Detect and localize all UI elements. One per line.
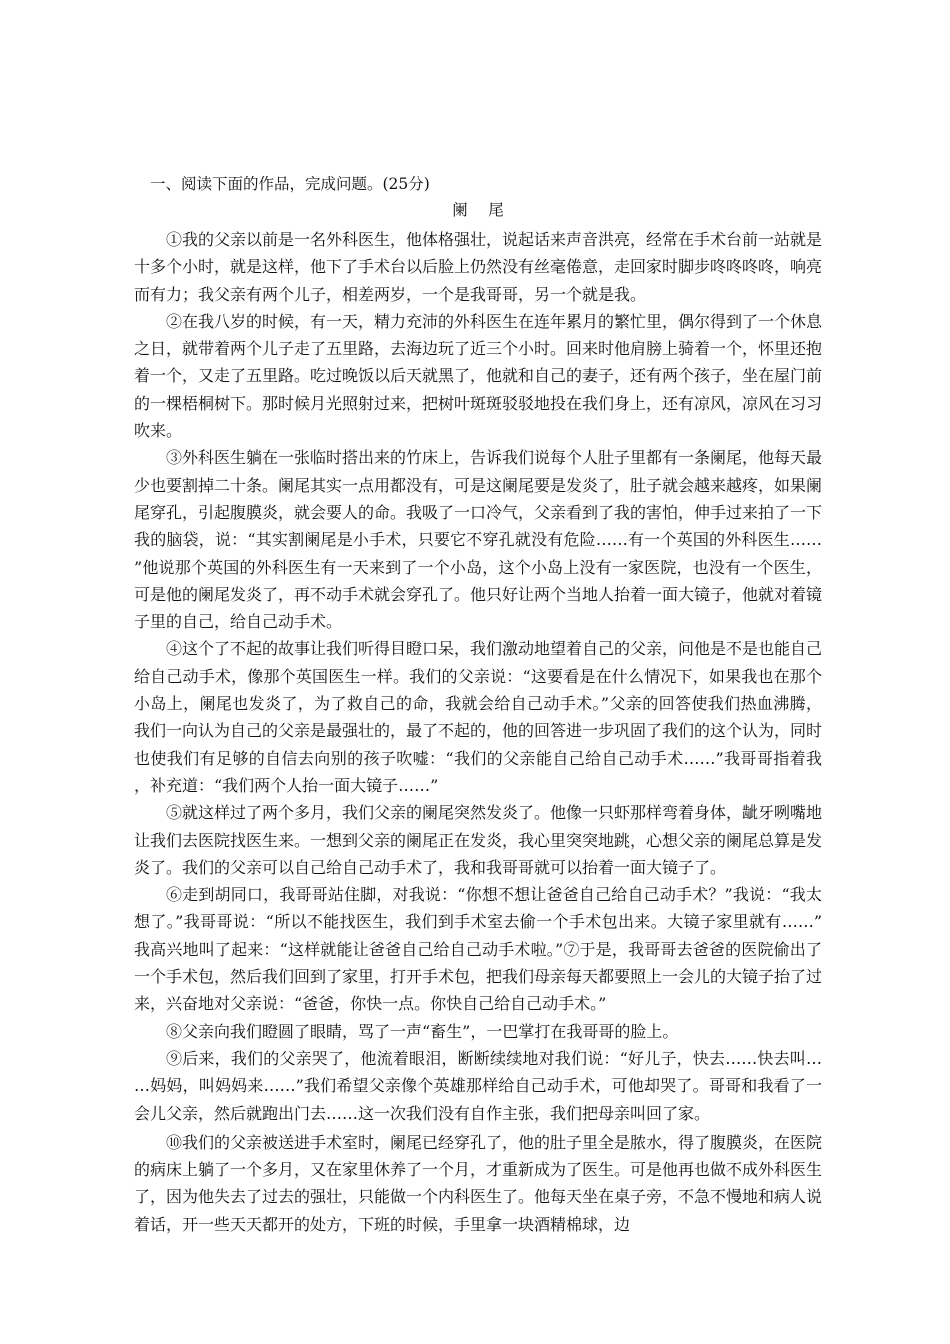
paragraph-5: ⑤就这样过了两个多月，我们父亲的阑尾突然发炎了。他像一只虾那样弯着身体，龇牙咧嘴地让我们去医院找医生来。一想到父亲的阑尾正在发炎，我心里突突地跳，心想父亲的阑尾总算是发炎了。我们的父亲可以自己给自己动手术了，我和我哥哥就可以抬着一面大镜子了。 bbox=[134, 803, 823, 877]
paragraph-2: ②在我八岁的时候，有一天，精力充沛的外科医生在连年累月的繁忙里，偶尔得到了一个休息之日，就带着两个儿子走了五里路，去海边玩了近三个小时。回来时他肩膀上骑着一个，怀里还抱着一个，又走了五里路。吃过晚饭以后天就黑了，他就和自己的妻子，还有两个孩子，坐在屋门前的一棵梧桐树下。那时候月光照射过来，把树叶斑斑驳驳地投在我们身上，还有凉风，凉风在习习吹来。 bbox=[134, 311, 823, 441]
paragraph-3: ③外科医生躺在一张临时搭出来的竹床上，告诉我们说每个人肚子里都有一条阑尾，他每天最少也要割掉二十条。阑尾其实一点用都没有，可是这阑尾要是发炎了，肚子就会越来越疼，如果阑尾穿孔，引起腹膜炎，就会要人的命。我吸了一口冷气，父亲看到了我的害怕，伸手过来拍了一下我的脑袋，说：“其实割阑尾是小手术，只要它不穿孔就没有危险……有一个英国的外科医生……”他说那个英国的外科医生有一天来到了一个小岛，这个小岛上没有一家医院，也没有一个医生，可是他的阑尾发炎了，再不动手术就会穿孔了。他只好让两个当地人抬着一面大镜子，他就对着镜子里的自己，给自己动手术。 bbox=[134, 448, 823, 632]
article-title: 阑 尾 bbox=[452, 201, 512, 219]
question-heading: 一、阅读下面的作品，完成问题。(25分) bbox=[150, 175, 430, 193]
paragraph-4: ④这个了不起的故事让我们听得目瞪口呆，我们激动地望着自己的父亲，问他是不是也能自己给自己动手术，像那个英国医生一样。我们的父亲说：“这要看是在什么情况下，如果我也在那个小岛上，阑尾也发炎了，为了救自己的命，我就会给自己动手术。”父亲的回答使我们热血沸腾，我们一向认为自己的父亲是最强壮的，最了不起的，他的回答进一步巩固了我们的这个认为，同时也使我们有足够的自信去向别的孩子吹嘘：“我们的父亲能自己给自己动手术……”我哥哥指着我，补充道：“我们两个人抬一面大镜子……” bbox=[134, 639, 823, 795]
paragraph-9: ⑨后来，我们的父亲哭了，他流着眼泪，断断续续地对我们说：“好儿子，快去……快去叫……妈妈，叫妈妈来……”我们希望父亲像个英雄那样给自己动手术，可他却哭了。哥哥和我看了一会儿父亲，然后就跑出门去……这一次我们没有自作主张，我们把母亲叫回了家。 bbox=[134, 1048, 822, 1123]
paragraph-1: ①我的父亲以前是一名外科医生，他体格强壮，说起话来声音洪亮，经常在手术台前一站就是十多个小时，就是这样，他下了手术台以后脸上仍然没有丝毫倦意，走回家时脚步咚咚咚咚，响亮而有力；我父亲有两个儿子，相差两岁，一个是我哥哥，另一个就是我。 bbox=[134, 230, 823, 304]
paragraph-10: ⑩我们的父亲被送进手术室时，阑尾已经穿孔了，他的肚子里全是脓水，得了腹膜炎，在医院的病床上躺了一个多月，又在家里休养了一个月，才重新成为了医生。可是他再也做不成外科医生了，因为他失去了过去的强壮，只能做一个内科医生了。他每天坐在桌子旁，不急不慢地和病人说着话，开一些天天都开的处方，下班的时候，手里拿一块酒精棉球，边 bbox=[134, 1132, 823, 1234]
document-content bbox=[134, 172, 822, 1238]
paragraph-6-7: ⑥走到胡同口，我哥哥站住脚，对我说：“你想不想让爸爸自己给自己动手术？”我说：“我太想了。”我哥哥说：“所以不能找医生，我们到手术室去偷一个手术包出来。大镜子家里就有……”我高兴地叫了起来：“这样就能让爸爸自己给自己动手术啦。”⑦于是，我哥哥去爸爸的医院偷出了一个手术包，然后我们回到了家里，打开手术包，把我们母亲每天都要照上一会儿的大镜子抬了过来，兴奋地对父亲说：“爸爸，你快一点。你快自己给自己动手术。” bbox=[134, 885, 823, 1014]
paragraph-8: ⑧父亲向我们瞪圆了眼睛，骂了一声“畜生”，一巴掌打在我哥哥的脸上。 bbox=[166, 1021, 679, 1041]
